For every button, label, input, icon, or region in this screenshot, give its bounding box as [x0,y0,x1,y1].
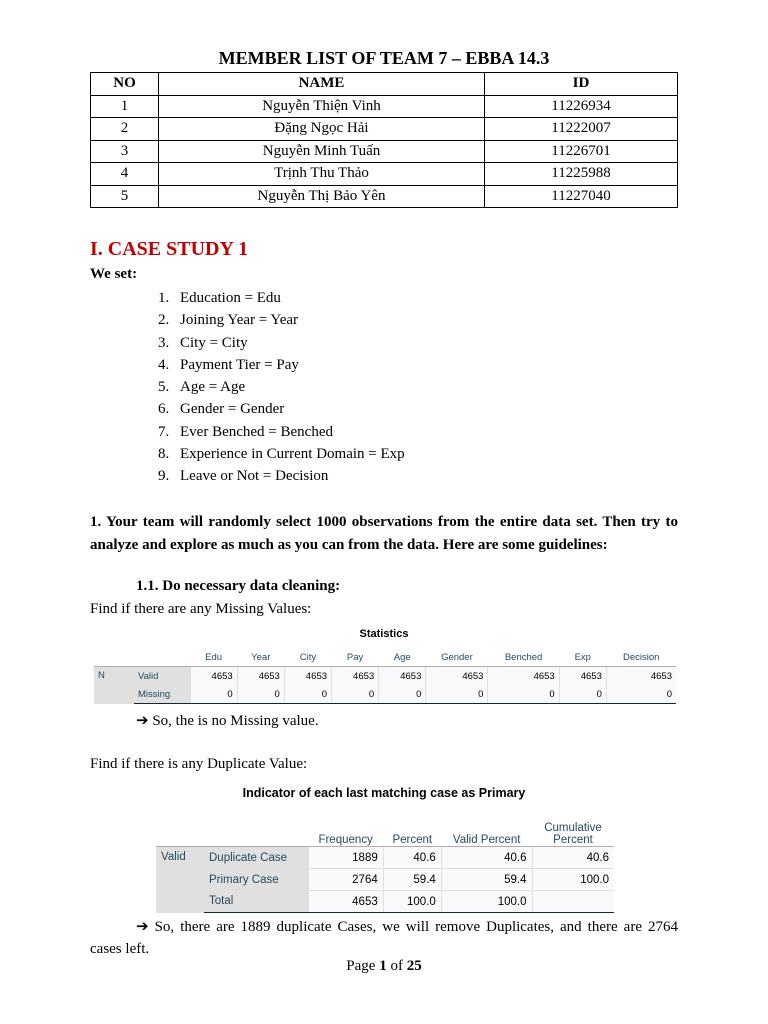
list-text: Experience in Current Domain = Exp [180,446,405,463]
column-header: Gender [426,648,488,667]
member-name: Trịnh Thu Thảo [159,163,485,186]
list-text: Gender = Gender [180,401,285,418]
list-number: 5. [158,379,170,396]
group-label: Valid [156,847,204,913]
footer-prefix: Page [346,958,380,974]
question-1: 1. Your team will randomly select 1000 observations from the entire data set. Then try to analyze and explore as much as you can from the data. Here are some guidelines: [90,514,678,553]
indicator-table [156,808,614,913]
table-row [91,140,678,163]
cell-value: 4653 [606,667,676,686]
cell-value: 4653 [488,667,559,686]
member-no: 3 [91,140,159,163]
column-header: Year [237,648,284,667]
header-id: ID [485,73,678,96]
list-item [158,332,405,354]
cell-value: 4653 [308,891,383,913]
cell-value: 0 [488,685,559,704]
column-header: Age [379,648,426,667]
page-footer [0,958,768,975]
cell-value: 4653 [379,667,426,686]
cell-value: 100.0 [441,891,532,913]
member-no: 2 [91,118,159,141]
header-no: NO [91,73,159,96]
table-row [91,185,678,208]
cell-value: 0 [332,685,379,704]
cell-value: 40.6 [532,847,614,869]
cell-value: 2764 [308,869,383,891]
statistics-header-row [94,648,676,667]
cell-value: 0 [190,685,237,704]
list-text: Payment Tier = Pay [180,356,299,373]
missing-intro: Find if there are any Missing Values: [90,601,312,617]
conclusion-paragraph [90,916,678,960]
cell-value: 0 [559,685,606,704]
members-header-row [91,73,678,96]
list-number: 3. [158,334,170,351]
list-text: Leave or Not = Decision [180,468,329,485]
cell-value: 40.6 [441,847,532,869]
column-header: Cumulative Percent [532,808,614,847]
indicator-title: Indicator of each last matching case as Primary [242,786,526,800]
cell-value: 1889 [308,847,383,869]
cell-value: 0 [379,685,426,704]
member-name: Nguyễn Thị Bảo Yên [159,185,485,208]
list-item [158,354,405,376]
member-no: 1 [91,95,159,118]
column-header: Valid Percent [441,808,532,847]
member-id: 11226701 [485,140,678,163]
cell-value: 0 [284,685,331,704]
table-row [91,95,678,118]
statistics-title: Statistics [359,628,409,640]
duplicate-intro: Find if there is any Duplicate Value: [90,756,308,772]
column-header: Percent [383,808,441,847]
variable-list [158,287,405,488]
group-label: N [94,667,134,704]
cell-value: 59.4 [383,869,441,891]
statistics-table [94,648,676,704]
list-text: City = City [180,334,248,351]
cell-value: 4653 [284,667,331,686]
header-name: NAME [159,73,485,96]
cell-value: 100.0 [383,891,441,913]
no-missing-text: So, the is no Missing value. [152,713,319,729]
cell-value [532,891,614,913]
column-header: Exp [559,648,606,667]
members-table [90,72,678,208]
row-label: Valid [134,667,190,686]
list-item [158,287,405,309]
member-name: Nguyễn Minh Tuấn [159,140,485,163]
cell-value: 4653 [190,667,237,686]
row-label: Total [204,891,308,913]
page-number: 1 [379,958,387,974]
list-number: 7. [158,423,170,440]
table-row [94,685,676,704]
member-id: 11222007 [485,118,678,141]
footer-middle: of [386,958,407,974]
section-heading: I. CASE STUDY 1 [90,238,249,260]
cell-value: 0 [606,685,676,704]
list-number: 8. [158,446,170,463]
column-header: Decision [606,648,676,667]
table-row [91,118,678,141]
list-item [158,309,405,331]
no-missing-line [136,711,319,730]
cell-value: 4653 [237,667,284,686]
document-title: MEMBER LIST OF TEAM 7 – EBBA 14.3 [218,48,550,68]
member-name: Nguyễn Thiện Vinh [159,95,485,118]
table-row [156,869,614,891]
row-label: Primary Case [204,869,308,891]
right-arrow-icon: ➔ [136,713,149,729]
indicator-header-row [156,808,614,847]
cell-value: 100.0 [532,869,614,891]
column-header: Pay [332,648,379,667]
conclusion-text: So, there are 1889 duplicate Cases, we will remove Duplicates, and there are 2764 cases left. [90,919,678,957]
column-header: City [284,648,331,667]
list-text: Education = Edu [180,290,281,306]
table-row [156,891,614,913]
row-label: Duplicate Case [204,847,308,869]
member-id: 11226934 [485,95,678,118]
column-header: Benched [488,648,559,667]
table-row [156,847,614,869]
list-item [158,398,405,420]
page-total: 25 [406,958,422,974]
cell-value: 0 [426,685,488,704]
list-number: 1. [158,290,170,306]
cell-value: 0 [237,685,284,704]
table-row [91,163,678,186]
list-item [158,443,405,465]
table-row [94,667,676,686]
column-header: Frequency [308,808,383,847]
right-arrow-icon: ➔ [136,919,149,935]
we-set-label: We set: [90,266,138,282]
member-no: 5 [91,185,159,208]
cell-value: 59.4 [441,869,532,891]
member-name: Đặng Ngọc Hải [159,118,485,141]
cell-value: 4653 [332,667,379,686]
list-text: Joining Year = Year [180,312,299,329]
column-header: Edu [190,648,237,667]
member-no: 4 [91,163,159,186]
list-text: Age = Age [180,379,246,396]
member-id: 11225988 [485,163,678,186]
list-text: Ever Benched = Benched [180,423,333,440]
list-number: 6. [158,401,170,418]
subheading: 1.1. Do necessary data cleaning: [136,578,341,594]
cell-value: 40.6 [383,847,441,869]
cell-value: 4653 [426,667,488,686]
cell-value: 4653 [559,667,606,686]
list-number: 9. [158,468,170,485]
list-number: 2. [158,312,170,329]
member-id: 11227040 [485,185,678,208]
row-label: Missing [134,685,190,704]
list-item [158,421,405,443]
list-item [158,465,405,487]
list-item [158,376,405,398]
list-number: 4. [158,356,170,373]
